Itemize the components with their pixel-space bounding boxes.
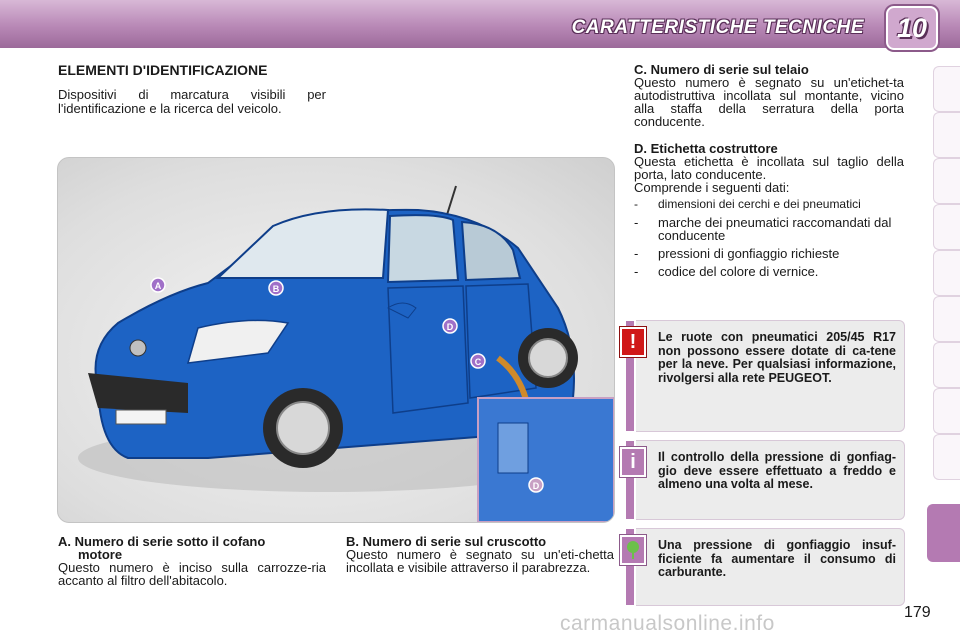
list-item: - codice del colore di vernice. xyxy=(634,264,819,279)
warning-note-text: Le ruote con pneumatici 205/45 R17 non possono essere dotate di ca-tene per la neve. Per qualsiasi informazione, rivolgersi alla rete PEUGEOT. xyxy=(658,330,896,385)
chapter-tabs xyxy=(930,66,960,606)
rear-rim xyxy=(529,339,567,377)
chapter-title: CARATTERISTICHE TECNICHE xyxy=(571,17,864,38)
chapter-tab[interactable] xyxy=(933,434,960,480)
chapter-tab[interactable] xyxy=(933,66,960,112)
label-b-text: Questo numero è segnato su un'eti-chetta incollata e visibile attraverso il parabrezza. xyxy=(346,547,614,575)
label-b-block xyxy=(346,535,614,574)
callout-d-detail-label: D xyxy=(532,481,540,491)
callout-c-label: C xyxy=(474,357,482,367)
section-intro: Dispositivi di marcatura visibili per l'identificazione e la ricerca del veicolo. xyxy=(58,87,326,116)
chapter-number: 10 xyxy=(896,13,928,43)
info-note xyxy=(630,440,905,520)
warning-icon: ! xyxy=(620,327,646,357)
label-d-text: Questa etichetta è incollata sul taglio della porta, lato conducente. xyxy=(634,154,904,182)
eco-note-text: Una pressione di gonfiaggio insuf-ficiente fa aumentare il consumo di carburante. xyxy=(658,538,896,579)
peugeot-logo xyxy=(130,340,146,356)
chapter-tab[interactable] xyxy=(933,112,960,158)
license-plate xyxy=(116,410,166,424)
chapter-tab[interactable] xyxy=(933,158,960,204)
info-note-text: Il controllo della pressione di gonfiag-gio deve essere effettuato a freddo e almeno una volta al mese. xyxy=(658,450,896,491)
watermark: carmanualsonline.info xyxy=(560,612,775,635)
eco-tree-icon xyxy=(620,535,646,565)
label-a-text: Questo numero è inciso sulla carrozze-ria accanto al filtro dell'abitacolo. xyxy=(58,560,326,588)
info-icon: i xyxy=(620,447,646,477)
list-item: - pressioni di gonfiaggio richieste xyxy=(634,246,840,261)
label-d-block xyxy=(634,142,904,283)
warning-note xyxy=(629,320,905,432)
page-number: 179 xyxy=(904,604,931,621)
car-drawing xyxy=(58,158,614,522)
rear-side-window xyxy=(462,222,520,280)
chapter-tab[interactable] xyxy=(933,342,960,388)
label-a-title-line2: motore xyxy=(78,547,123,562)
chapter-tab-active[interactable] xyxy=(927,504,960,562)
callout-b-label: B xyxy=(272,284,280,294)
label-a-title xyxy=(58,535,326,561)
chapter-header xyxy=(0,0,960,48)
front-side-window xyxy=(388,215,458,282)
front-rim xyxy=(277,402,329,454)
label-a-block xyxy=(58,535,326,587)
label-a-title-line1: A. Numero di serie sotto il cofano xyxy=(58,534,266,549)
callout-d-label: D xyxy=(446,322,454,332)
chapter-number-badge xyxy=(886,6,938,50)
label-c-block xyxy=(634,63,904,128)
label-b-title: B. Numero di serie sul cruscotto xyxy=(346,534,547,549)
chapter-tab[interactable] xyxy=(933,388,960,434)
label-c-title: C. Numero di serie sul telaio xyxy=(634,62,809,77)
callout-a-label: A xyxy=(154,281,162,291)
section-title: ELEMENTI D'IDENTIFICAZIONE xyxy=(58,62,268,78)
label-d-intro: Comprende i seguenti dati: xyxy=(634,180,790,195)
label-c-text: Questo numero è segnato su un'etichet-ta autodistruttiva incollata sul montante, vicino alla staffa della serratura della porta conducente. xyxy=(634,75,904,129)
door-label-sticker xyxy=(498,423,528,473)
car-illustration xyxy=(57,157,615,523)
list-item: - marche dei pneumatici raccomandati dal conducente xyxy=(634,215,892,243)
chapter-tab[interactable] xyxy=(933,204,960,250)
chapter-tab[interactable] xyxy=(933,296,960,342)
chapter-tab[interactable] xyxy=(933,250,960,296)
list-item: - dimensioni dei cerchi e dei pneumatici xyxy=(634,197,861,211)
label-d-list xyxy=(634,198,904,278)
windshield xyxy=(218,209,388,278)
eco-note xyxy=(636,528,905,606)
label-d-title: D. Etichetta costruttore xyxy=(634,141,778,156)
